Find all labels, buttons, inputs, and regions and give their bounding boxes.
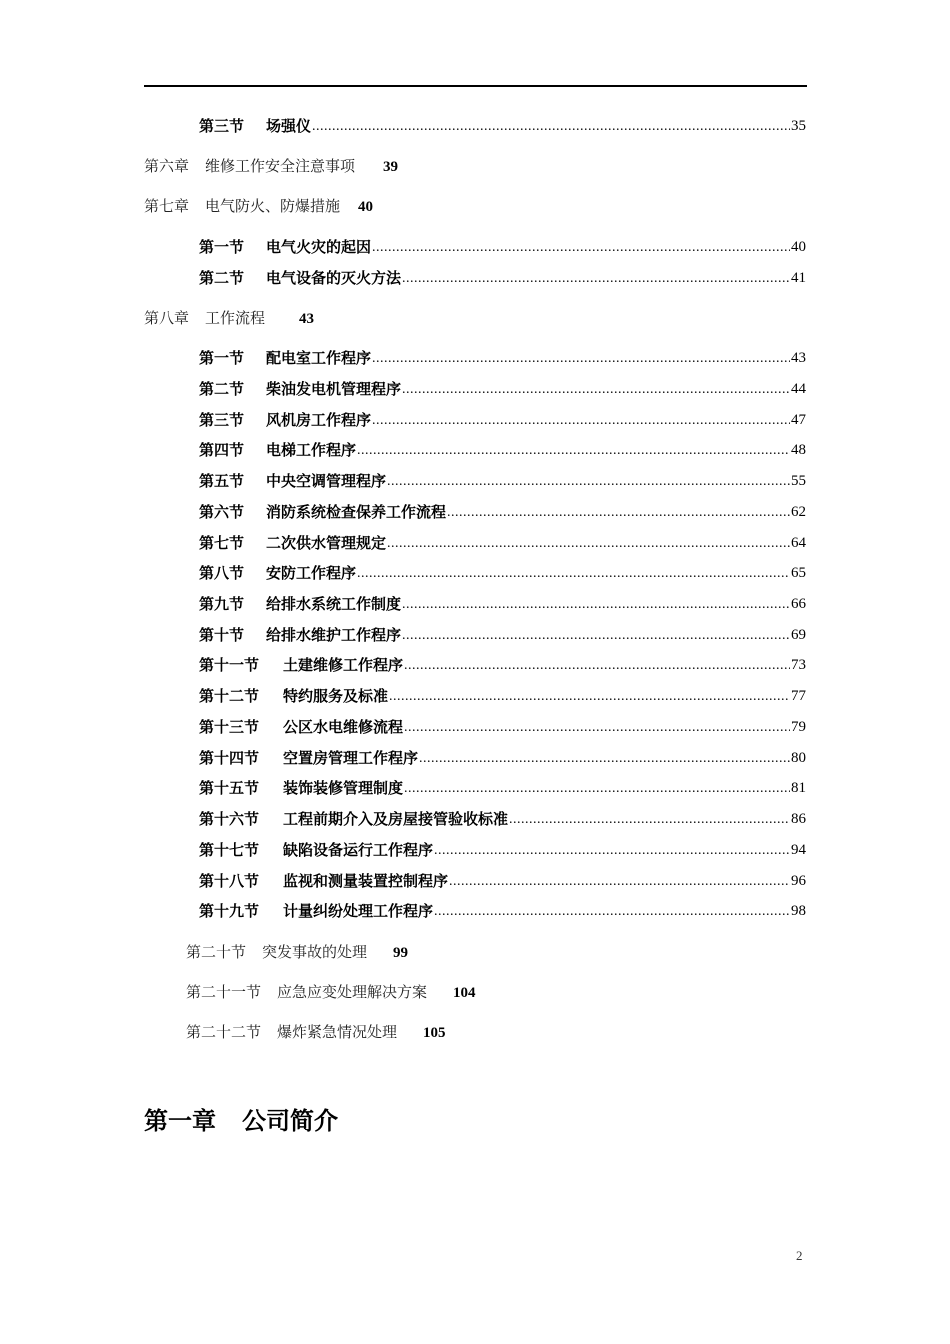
toc-entry-number: 第十三节 bbox=[199, 718, 260, 736]
toc-entry-title: 二次供水管理规定 bbox=[266, 534, 387, 552]
toc-entry-title: 安防工作程序 bbox=[266, 564, 357, 582]
toc-entry-page: 80 bbox=[791, 750, 806, 766]
toc-entry-chapter[interactable] bbox=[144, 196, 373, 216]
toc-entry-number: 第十九节 bbox=[199, 902, 260, 920]
toc-entry-number: 第六章 bbox=[144, 157, 190, 175]
toc-entry-number: 第九节 bbox=[199, 595, 245, 613]
toc-entry-title: 电气火灾的起因 bbox=[266, 238, 372, 256]
toc-entry-title: 电梯工作程序 bbox=[266, 441, 357, 459]
toc-leader-dots bbox=[312, 118, 790, 136]
toc-leader-dots bbox=[434, 842, 790, 860]
toc-entry-page: 65 bbox=[791, 565, 806, 581]
toc-entry-section[interactable] bbox=[199, 901, 806, 921]
toc-entry-section[interactable] bbox=[199, 410, 806, 430]
toc-entry-page: 86 bbox=[791, 811, 806, 827]
toc-entry-page: 66 bbox=[791, 596, 806, 612]
toc-entry-title: 给排水维护工作程序 bbox=[266, 626, 402, 644]
toc-entry-page: 104 bbox=[453, 985, 476, 1001]
toc-entry-page: 77 bbox=[791, 688, 806, 704]
toc-leader-dots bbox=[402, 627, 790, 645]
toc-entry-number: 第十五节 bbox=[199, 779, 260, 797]
toc-entry-number: 第二十二节 bbox=[186, 1023, 262, 1041]
toc-entry-page: 48 bbox=[791, 442, 806, 458]
toc-entry-section[interactable] bbox=[199, 717, 806, 737]
toc-entry-chapter[interactable] bbox=[144, 308, 314, 328]
toc-entry-page: 55 bbox=[791, 473, 806, 489]
toc-entry-chapter[interactable] bbox=[144, 156, 398, 176]
toc-entry-number: 第二十节 bbox=[186, 943, 247, 961]
toc-leader-dots bbox=[509, 811, 790, 829]
toc-entry-section[interactable] bbox=[186, 942, 408, 962]
toc-entry-page: 43 bbox=[791, 350, 806, 366]
toc-entry-number: 第十七节 bbox=[199, 841, 260, 859]
toc-entry-page: 99 bbox=[393, 945, 409, 961]
toc-entry-title: 柴油发电机管理程序 bbox=[266, 380, 402, 398]
toc-entry-title: 爆炸紧急情况处理 bbox=[277, 1023, 398, 1041]
toc-leader-dots bbox=[387, 535, 790, 553]
toc-entry-section[interactable] bbox=[199, 748, 806, 768]
toc-entry-page: 81 bbox=[791, 780, 806, 796]
toc-entry-section[interactable] bbox=[199, 533, 806, 553]
toc-entry-number: 第三节 bbox=[199, 411, 245, 429]
toc-entry-title: 工程前期介入及房屋接管验收标准 bbox=[283, 810, 509, 828]
toc-leader-dots bbox=[402, 270, 790, 288]
toc-entry-page: 94 bbox=[791, 842, 806, 858]
toc-entry-page: 69 bbox=[791, 627, 806, 643]
toc-entry-section[interactable] bbox=[199, 348, 806, 368]
toc-entry-section[interactable] bbox=[199, 471, 806, 491]
toc-entry-number: 第五节 bbox=[199, 472, 245, 490]
toc-entry-section[interactable] bbox=[199, 809, 806, 829]
toc-leader-dots bbox=[449, 873, 790, 891]
toc-entry-page: 47 bbox=[791, 412, 806, 428]
toc-leader-dots bbox=[372, 239, 790, 257]
toc-entry-number: 第十六节 bbox=[199, 810, 260, 828]
toc-entry-title: 风机房工作程序 bbox=[266, 411, 372, 429]
toc-entry-title: 维修工作安全注意事项 bbox=[205, 157, 356, 175]
toc-entry-page: 64 bbox=[791, 535, 806, 551]
toc-entry-title: 给排水系统工作制度 bbox=[266, 595, 402, 613]
toc-leader-dots bbox=[419, 750, 790, 768]
toc-entry-number: 第三节 bbox=[199, 117, 245, 135]
toc-entry-title: 配电室工作程序 bbox=[266, 349, 372, 367]
toc-entry-section[interactable] bbox=[199, 502, 806, 522]
toc-entry-number: 第一节 bbox=[199, 238, 245, 256]
toc-entry-title: 监视和测量装置控制程序 bbox=[283, 872, 449, 890]
toc-entry-section[interactable] bbox=[186, 982, 476, 1002]
toc-entry-title: 电气防火、防爆措施 bbox=[205, 197, 341, 215]
page-number: 2 bbox=[796, 1248, 803, 1263]
toc-entry-title: 场强仪 bbox=[266, 117, 312, 135]
toc-entry-page: 44 bbox=[791, 381, 806, 397]
chapter-heading-title: 公司简介 bbox=[242, 1107, 338, 1135]
toc-leader-dots bbox=[389, 688, 790, 706]
toc-leader-dots bbox=[434, 903, 790, 921]
toc-entry-number: 第二十一节 bbox=[186, 983, 262, 1001]
toc-entry-title: 公区水电维修流程 bbox=[283, 718, 404, 736]
toc-entry-number: 第二节 bbox=[199, 269, 245, 287]
toc-entry-section[interactable] bbox=[199, 655, 806, 675]
toc-entry-title: 突发事故的处理 bbox=[262, 943, 368, 961]
toc-entry-number: 第八节 bbox=[199, 564, 245, 582]
toc-leader-dots bbox=[447, 504, 790, 522]
toc-entry-title: 工作流程 bbox=[205, 309, 266, 327]
toc-entry-page: 41 bbox=[791, 270, 806, 286]
chapter-heading bbox=[144, 1104, 338, 1138]
toc-entry-title: 中央空调管理程序 bbox=[266, 472, 387, 490]
toc-entry-number: 第十四节 bbox=[199, 749, 260, 767]
toc-entry-section[interactable] bbox=[199, 840, 806, 860]
toc-entry-number: 第二节 bbox=[199, 380, 245, 398]
toc-leader-dots bbox=[357, 565, 790, 583]
toc-entry-number: 第十二节 bbox=[199, 687, 260, 705]
toc-leader-dots bbox=[372, 412, 790, 430]
toc-entry-section[interactable] bbox=[199, 594, 806, 614]
toc-entry-page: 62 bbox=[791, 504, 806, 520]
toc-entry-section[interactable] bbox=[199, 440, 806, 460]
toc-entry-title: 计量纠纷处理工作程序 bbox=[283, 902, 434, 920]
toc-entry-page: 96 bbox=[791, 873, 806, 889]
toc-entry-section[interactable] bbox=[186, 1022, 446, 1042]
toc-entry-number: 第七章 bbox=[144, 197, 190, 215]
toc-entry-page: 35 bbox=[791, 118, 806, 134]
toc-entry-page: 79 bbox=[791, 719, 806, 735]
toc-entry-section[interactable] bbox=[199, 686, 806, 706]
toc-entry-section[interactable] bbox=[199, 237, 806, 257]
toc-leader-dots bbox=[402, 381, 790, 399]
toc-entry-title: 消防系统检查保养工作流程 bbox=[266, 503, 447, 521]
toc-entry-number: 第十一节 bbox=[199, 656, 260, 674]
toc-entry-title: 应急应变处理解决方案 bbox=[277, 983, 428, 1001]
toc-entry-number: 第四节 bbox=[199, 441, 245, 459]
toc-leader-dots bbox=[402, 596, 790, 614]
toc-entry-title: 装饰装修管理制度 bbox=[283, 779, 404, 797]
toc-entry-number: 第六节 bbox=[199, 503, 245, 521]
toc-entry-title: 缺陷设备运行工作程序 bbox=[283, 841, 434, 859]
toc-entry-page: 73 bbox=[791, 657, 806, 673]
toc-entry-title: 土建维修工作程序 bbox=[283, 656, 404, 674]
toc-entry-section[interactable] bbox=[199, 871, 806, 891]
toc-entry-title: 特约服务及标准 bbox=[283, 687, 389, 705]
toc-entry-page: 40 bbox=[358, 199, 374, 215]
toc-entry-number: 第十节 bbox=[199, 626, 245, 644]
toc-entry-section[interactable] bbox=[199, 379, 806, 399]
toc-entry-page: 39 bbox=[383, 159, 399, 175]
toc-entry-title: 电气设备的灭火方法 bbox=[266, 269, 402, 287]
toc-entry-number: 第七节 bbox=[199, 534, 245, 552]
toc-entry-number: 第八章 bbox=[144, 309, 190, 327]
toc-entry-number: 第十八节 bbox=[199, 872, 260, 890]
toc-entry-page: 43 bbox=[299, 311, 315, 327]
toc-leader-dots bbox=[404, 719, 790, 737]
toc-leader-dots bbox=[404, 780, 790, 798]
toc-leader-dots bbox=[404, 657, 790, 675]
toc-entry-page: 40 bbox=[791, 239, 806, 255]
toc-entry-section[interactable] bbox=[199, 268, 806, 288]
chapter-heading-number: 第一章 bbox=[144, 1107, 216, 1135]
toc-entry-section[interactable] bbox=[199, 625, 806, 645]
toc-entry-page: 98 bbox=[791, 903, 806, 919]
toc-entry-number: 第一节 bbox=[199, 349, 245, 367]
toc-leader-dots bbox=[372, 350, 790, 368]
toc-leader-dots bbox=[357, 442, 790, 460]
toc-entry-section[interactable] bbox=[199, 563, 806, 583]
toc-leader-dots bbox=[387, 473, 790, 491]
toc-entry-title: 空置房管理工作程序 bbox=[283, 749, 419, 767]
toc-entry-section[interactable] bbox=[199, 116, 806, 136]
toc-entry-section[interactable] bbox=[199, 778, 806, 798]
toc-entry-page: 105 bbox=[423, 1025, 446, 1041]
